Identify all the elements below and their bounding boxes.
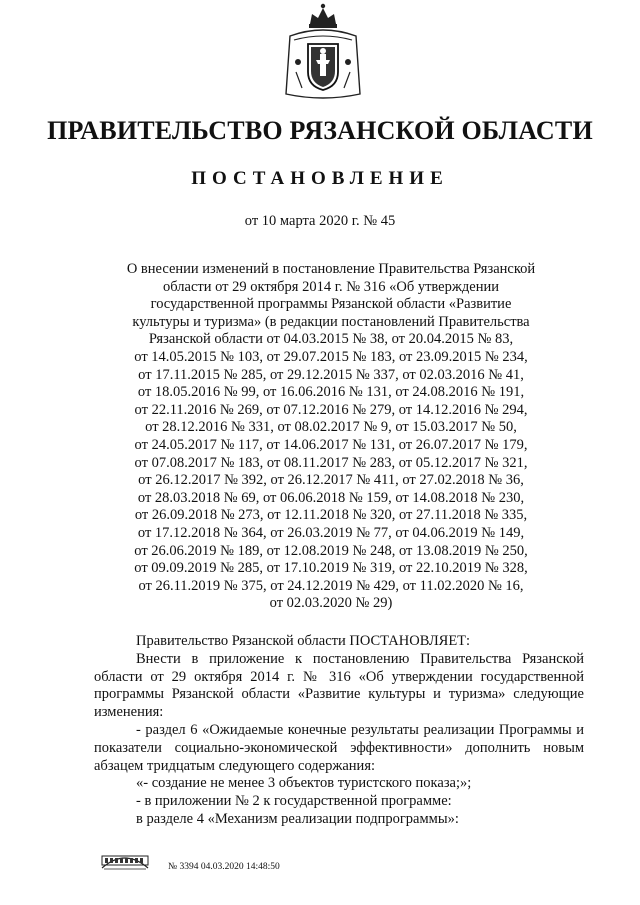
subject-line: от 28.03.2018 № 69, от 06.06.2018 № 159, от 14.08.2018 № 230,	[137, 489, 525, 506]
document-type: ПОСТАНОВЛЕНИЕ	[191, 168, 449, 189]
subject-line: от 07.08.2017 № 183, от 08.11.2017 № 283, от 05.12.2017 № 321,	[134, 454, 528, 471]
subject-line: от 17.12.2018 № 364, от 26.03.2019 № 77, от 04.06.2019 № 149,	[137, 524, 525, 541]
body-paragraph: в разделе 4 «Механизм реализации подпрограммы»:	[136, 810, 459, 827]
resolution-statement: Правительство Рязанской области ПОСТАНОВЛЯЕТ:	[136, 633, 471, 649]
body-paragraph: - в приложении № 2 к государственной программе:	[136, 793, 452, 810]
document-date-number: от 10 марта 2020 г. № 45	[244, 213, 396, 229]
coat-of-arms-icon	[282, 2, 364, 102]
subject-line: от 09.09.2019 № 285, от 17.10.2019 № 319, от 22.10.2019 № 328,	[134, 560, 528, 577]
body-paragraph: Внести в приложение к постановлению Правительства Рязанской области от 29 октября 2014 г. № 316 «Об утверждении государственной программы Рязанской области «Развитие культуры и туризма» следующие изменения:	[94, 650, 584, 721]
subject-line: от 22.11.2016 № 269, от 07.12.2016 № 279, от 14.12.2016 № 294,	[134, 401, 528, 418]
body-paragraph: «- создание не менее 3 объектов туристского показа;»;	[136, 775, 472, 792]
subject-line: от 14.05.2015 № 103, от 29.07.2015 № 183, от 23.09.2015 № 234,	[134, 348, 528, 365]
registration-number: № 3394 04.03.2020 14:48:50	[168, 862, 280, 872]
subject-line: от 26.06.2019 № 189, от 12.08.2019 № 248, от 13.08.2019 № 250,	[134, 542, 528, 559]
subject-line: от 02.03.2020 № 29)	[269, 595, 393, 612]
subject-line: от 28.12.2016 № 331, от 08.02.2017 № 9, от 15.03.2017 № 50,	[145, 419, 517, 436]
body-paragraph: - раздел 6 «Ожидаемые конечные результаты реализации Программы и показатели социально-экономической эффективности» дополнить новым абзацем тридцатым следующего содержания:	[94, 721, 584, 774]
subject-line: государственной программы Рязанской области «Развитие	[150, 296, 512, 313]
document-subject	[108, 261, 554, 613]
subject-line: от 18.05.2016 № 99, от 16.06.2016 № 131, от 24.08.2016 № 191,	[137, 384, 525, 401]
document-body	[94, 633, 584, 829]
subject-line: от 26.12.2017 № 392, от 26.12.2017 № 411, от 27.02.2018 № 36,	[138, 472, 524, 489]
printing-stamp-icon	[100, 846, 150, 872]
subject-line: от 26.11.2019 № 375, от 24.12.2019 № 429, от 11.02.2020 № 16,	[138, 577, 524, 594]
government-title: ПРАВИТЕЛЬСТВО РЯЗАНСКОЙ ОБЛАСТИ	[47, 116, 593, 145]
subject-line: Рязанской области от 04.03.2015 № 38, от 20.04.2015 № 83,	[148, 331, 514, 348]
subject-line: от 24.05.2017 № 117, от 14.06.2017 № 131, от 26.07.2017 № 179,	[134, 436, 528, 453]
subject-line: от 26.09.2018 № 273, от 12.11.2018 № 320, от 27.11.2018 № 335,	[134, 507, 528, 524]
document-footer	[100, 846, 400, 886]
subject-line: О внесении изменений в постановление Правительства Рязанской	[126, 261, 536, 277]
subject-line: области от 29 октября 2014 г. № 316 «Об утверждении	[163, 278, 499, 295]
subject-line: культуры и туризма» (в редакции постановлений Правительства	[132, 313, 530, 330]
subject-line: от 17.11.2015 № 285, от 29.12.2015 № 337, от 02.03.2016 № 41,	[138, 366, 524, 383]
